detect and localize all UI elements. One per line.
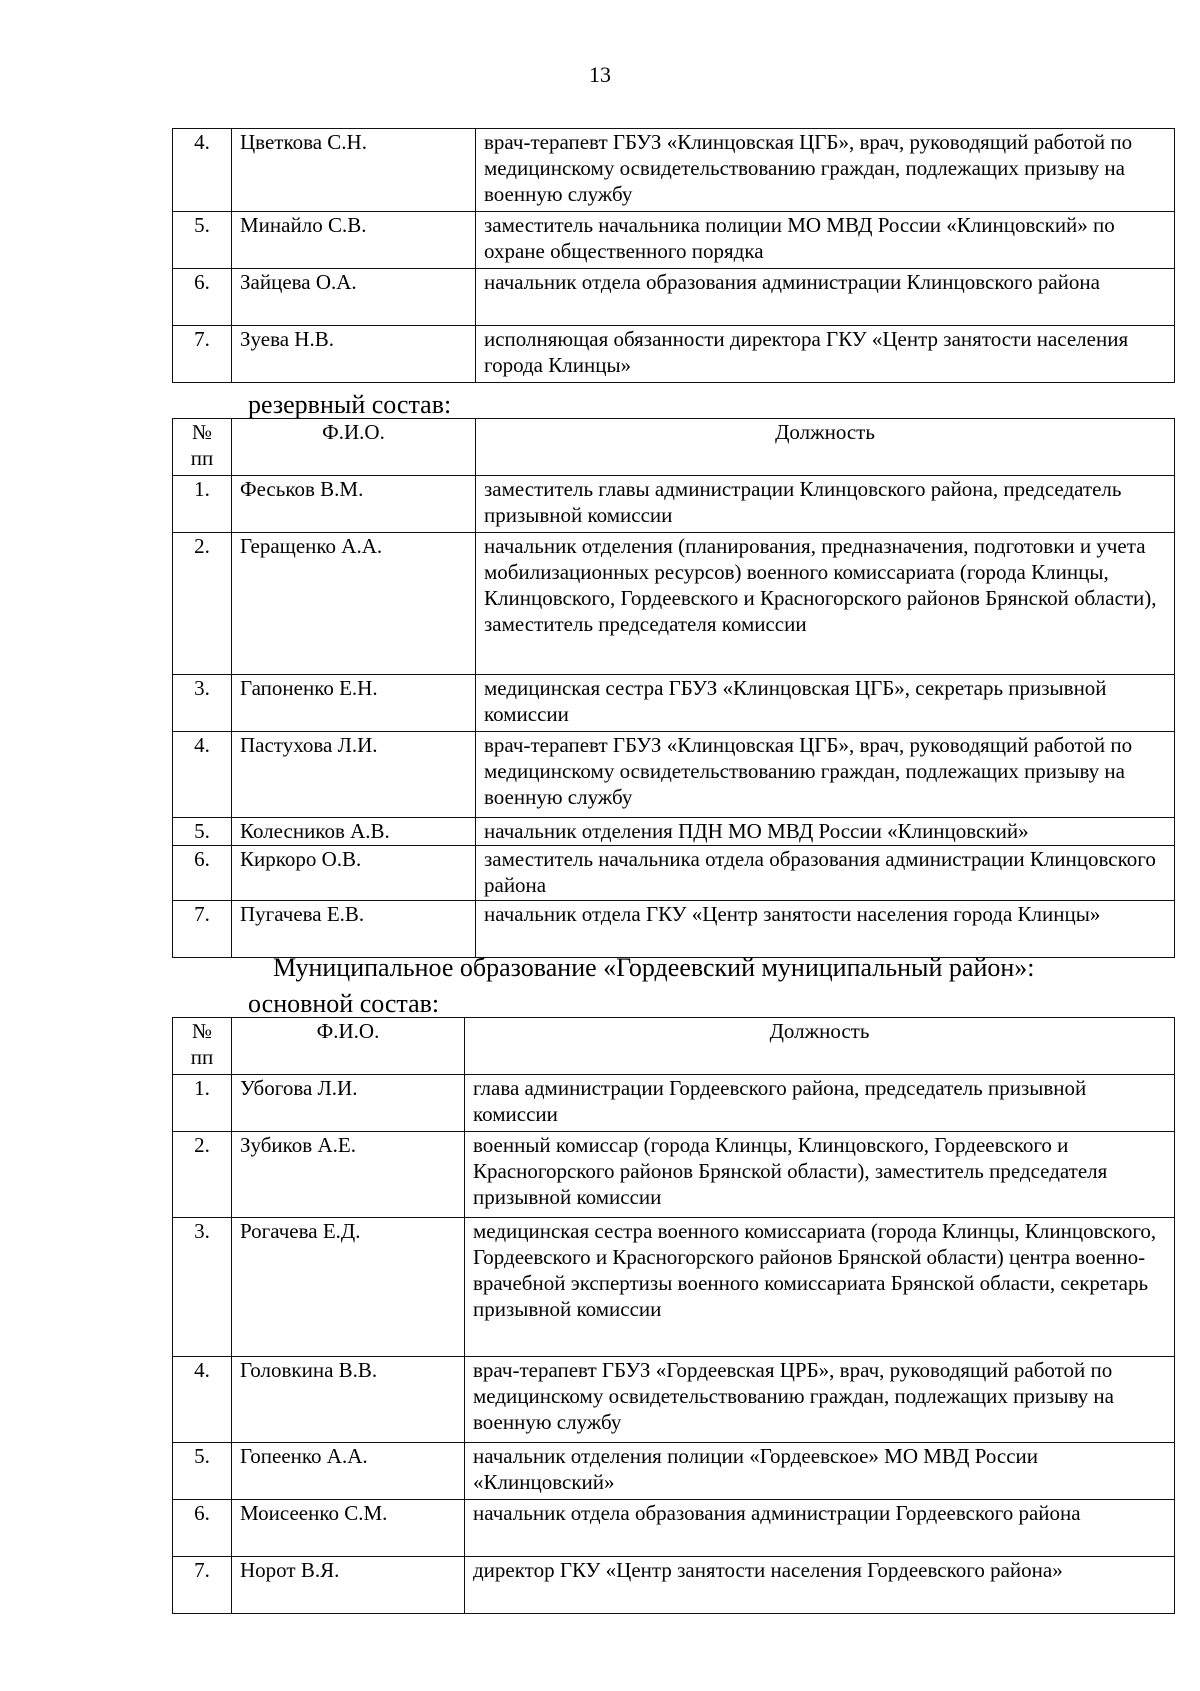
- row-position: медицинская сестра военного комиссариата (города Клинцы, Клинцовского, Гордеевского и Красногорского районов Брянской области) центра военно-врачебной экспертизы военного комиссариата Брянской области, секретарь призывной комиссии: [465, 1218, 1175, 1357]
- table-row: [173, 1132, 1175, 1218]
- table-row: [173, 1218, 1175, 1357]
- table-row: [173, 732, 1175, 818]
- row-name: Колесников А.В.: [232, 818, 476, 846]
- row-name: Зуева Н.В.: [232, 326, 476, 383]
- row-number: 6.: [173, 1500, 232, 1557]
- header-number: [173, 419, 232, 476]
- table-row: [173, 818, 1175, 846]
- row-name: Зайцева О.А.: [232, 269, 476, 326]
- row-position: начальник отделения (планирования, предназначения, подготовки и учета мобилизационных ресурсов) военного комиссариата (города Клинцы, Клинцовского, Гордеевского и Красногорского районов Брянской области), заместитель председателя комиссии: [476, 533, 1175, 675]
- row-name: Гапоненко Е.Н.: [232, 675, 476, 732]
- row-number: 7.: [173, 326, 232, 383]
- table-row: [173, 846, 1175, 901]
- row-name: Гопеенко А.А.: [232, 1443, 465, 1500]
- page-number: 13: [589, 62, 611, 87]
- row-number: 5.: [173, 1443, 232, 1500]
- table-row: [173, 1075, 1175, 1132]
- row-position: начальник отдела образования администрации Клинцовского района: [476, 269, 1175, 326]
- row-position: заместитель главы администрации Клинцовского района, председатель призывной комиссии: [476, 476, 1175, 533]
- row-name: Геращенко А.А.: [232, 533, 476, 675]
- table-row: [173, 1357, 1175, 1443]
- table-header-row: [173, 1018, 1175, 1075]
- header-number-line2: пп: [190, 446, 214, 470]
- row-name: Моисеенко С.М.: [232, 1500, 465, 1557]
- row-number: 6.: [173, 269, 232, 326]
- row-number: 5.: [173, 212, 232, 269]
- row-position: глава администрации Гордеевского района, председатель призывной комиссии: [465, 1075, 1175, 1132]
- row-number: 5.: [173, 818, 232, 846]
- row-name: Головкина В.В.: [232, 1357, 465, 1443]
- row-position: медицинская сестра ГБУЗ «Клинцовская ЦГБ», секретарь призывной комиссии: [476, 675, 1175, 732]
- row-position: военный комиссар (города Клинцы, Клинцовского, Гордеевского и Красногорского районов Брянской области), заместитель председателя призывной комиссии: [465, 1132, 1175, 1218]
- table-row: [173, 212, 1175, 269]
- header-name: Ф.И.О.: [232, 1018, 465, 1075]
- header-number-line1: №: [191, 1019, 213, 1043]
- row-name: Феськов В.М.: [232, 476, 476, 533]
- table-row: [173, 675, 1175, 732]
- row-number: 3.: [173, 1218, 232, 1357]
- row-name: Минайло С.В.: [232, 212, 476, 269]
- row-number: 4.: [173, 732, 232, 818]
- row-name: Рогачева Е.Д.: [232, 1218, 465, 1357]
- table-row: [173, 1500, 1175, 1557]
- row-position: заместитель начальника отдела образования администрации Клинцовского района: [476, 846, 1175, 901]
- row-number: 2.: [173, 1132, 232, 1218]
- row-name: Зубиков А.Е.: [232, 1132, 465, 1218]
- row-number: 4.: [173, 129, 232, 212]
- table-row: [173, 1443, 1175, 1500]
- row-position: врач-терапевт ГБУЗ «Клинцовская ЦГБ», врач, руководящий работой по медицинскому освидетельствованию граждан, подлежащих призыву на военную службу: [476, 732, 1175, 818]
- row-name: Убогова Л.И.: [232, 1075, 465, 1132]
- row-position: директор ГКУ «Центр занятости населения Гордеевского района»: [465, 1557, 1175, 1614]
- row-position: начальник отделения ПДН МО МВД России «Клинцовский»: [476, 818, 1175, 846]
- row-number: 4.: [173, 1357, 232, 1443]
- row-number: 1.: [173, 1075, 232, 1132]
- table-row: [173, 129, 1175, 212]
- row-position: заместитель начальника полиции МО МВД России «Клинцовский» по охране общественного порядка: [476, 212, 1175, 269]
- row-number: 6.: [173, 846, 232, 901]
- row-name: Норот В.Я.: [232, 1557, 465, 1614]
- header-number-line2: пп: [190, 1045, 214, 1069]
- reserve-heading: резервный состав:: [248, 390, 452, 419]
- row-number: 7.: [173, 1557, 232, 1614]
- row-name: Киркоро О.В.: [232, 846, 476, 901]
- header-name: Ф.И.О.: [232, 419, 476, 476]
- row-name: Пугачева Е.В.: [232, 901, 476, 958]
- row-number: 1.: [173, 476, 232, 533]
- table-row: [173, 269, 1175, 326]
- row-position: врач-терапевт ГБУЗ «Гордеевская ЦРБ», врач, руководящий работой по медицинскому освидетельствованию граждан, подлежащих призыву на военную службу: [465, 1357, 1175, 1443]
- table-row: [173, 326, 1175, 383]
- header-position: Должность: [465, 1018, 1175, 1075]
- header-number: [173, 1018, 232, 1075]
- municipality-heading: Муниципальное образование «Гордеевский муниципальный район»:: [273, 953, 1035, 982]
- header-position: Должность: [476, 419, 1175, 476]
- main-heading: основной состав:: [248, 989, 440, 1018]
- table-row: [173, 476, 1175, 533]
- row-position: начальник отделения полиции «Гордеевское» МО МВД России «Клинцовский»: [465, 1443, 1175, 1500]
- reserve-table: [172, 418, 1175, 958]
- table-row: [173, 1557, 1175, 1614]
- row-number: 2.: [173, 533, 232, 675]
- table-header-row: [173, 419, 1175, 476]
- row-number: 3.: [173, 675, 232, 732]
- row-name: Цветкова С.Н.: [232, 129, 476, 212]
- table-row: [173, 533, 1175, 675]
- main-table: [172, 1017, 1175, 1614]
- row-number: 7.: [173, 901, 232, 958]
- row-position: исполняющая обязанности директора ГКУ «Центр занятости населения города Клинцы»: [476, 326, 1175, 383]
- row-position: начальник отдела ГКУ «Центр занятости населения города Клинцы»: [476, 901, 1175, 958]
- top-table: [172, 128, 1175, 383]
- row-position: врач-терапевт ГБУЗ «Клинцовская ЦГБ», врач, руководящий работой по медицинскому освидетельствованию граждан, подлежащих призыву на военную службу: [476, 129, 1175, 212]
- row-name: Пастухова Л.И.: [232, 732, 476, 818]
- row-position: начальник отдела образования администрации Гордеевского района: [465, 1500, 1175, 1557]
- table-row: [173, 901, 1175, 958]
- header-number-line1: №: [191, 420, 213, 444]
